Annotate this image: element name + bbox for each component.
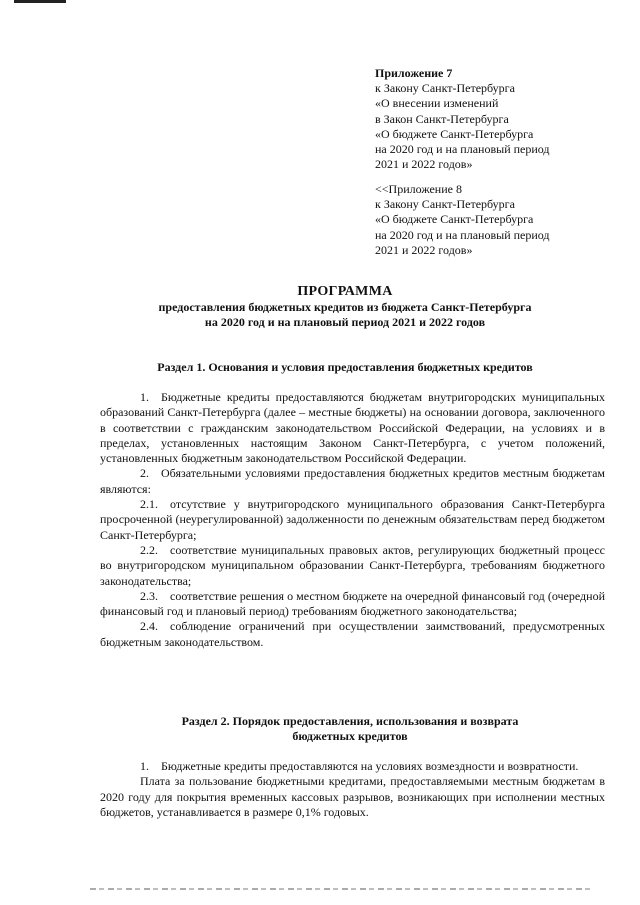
scan-mark [14, 0, 66, 3]
appendix-previous-block [375, 182, 550, 258]
section1-paragraph-2-2: 2.2. соответствие муниципальных правовых актов, регулирующих бюджетный процесс во внутригородском муниципальном образовании Санкт-Петербурга, требованиям бюджетного законодательства; [100, 542, 605, 588]
program-title: ПРОГРАММА [297, 284, 393, 299]
section1-body [100, 390, 605, 650]
section1-paragraph-2: 2. Обязательными условиями предоставления бюджетных кредитов местным бюджетам являются: [100, 466, 605, 496]
section2-heading-line: бюджетных кредитов [292, 729, 408, 743]
appendix-current-line: к Закону Санкт-Петербурга [375, 81, 515, 96]
appendix-previous-line: к Закону Санкт-Петербурга [375, 197, 515, 212]
section1-paragraph-2-3: 2.3. соответствие решения о местном бюджете на очередной финансовый год (очередной финансовый год и плановый период) требованиям бюджетного законодательства; [100, 588, 605, 619]
appendix-current-title: Приложение 7 [375, 66, 453, 80]
section2-paragraph-2: Плата за пользование бюджетными кредитами, предоставляемыми местным бюджетам в 2020 году для покрытия временных кассовых разрывов, возникающих при исполнении местных бюджетов, устанавливается в размере 0,1% годовых. [100, 774, 605, 819]
appendix-previous-title: <<Приложение 8 [375, 182, 462, 196]
section2-heading [95, 714, 605, 744]
appendix-current-line: 2021 и 2022 годов» [375, 157, 473, 172]
appendix-previous-line: 2021 и 2022 годов» [375, 242, 473, 257]
appendix-previous-line: «О бюджете Санкт-Петербурга [375, 212, 534, 227]
section1-heading: Раздел 1. Основания и условия предоставления бюджетных кредитов [157, 360, 533, 374]
appendix-current-line: в Закон Санкт-Петербурга [375, 111, 509, 126]
appendix-current-block [375, 66, 550, 172]
scan-artifact-line [90, 888, 590, 890]
section1-paragraph-1: 1. Бюджетные кредиты предоставляются бюджетам внутригородских муниципальных образований Санкт-Петербурга (далее – местные бюджеты) на основании договора, заключенного в соответствии с гражданским законодательством Российской Федерации, на условиях и в пределах, установленных настоящим Законом Санкт-Петербурга, с учетом положений, установленных бюджетным законодательством Российской Федерации. [100, 390, 605, 466]
section1-paragraph-2-4: 2.4. соблюдение ограничений при осуществлении заимствований, предусмотренных бюджетным законодательством. [100, 619, 605, 649]
appendix-previous-line: на 2020 год и на плановый период [375, 227, 550, 242]
section2-paragraph-1: 1. Бюджетные кредиты предоставляются на условиях возмездности и возвратности. [140, 759, 579, 773]
section1-paragraph-2-1: 2.1. отсутствие у внутригородского муниципального образования Санкт-Петербурга просроченной (неурегулированной) задолженности по денежным обязательствам перед бюджетом Санкт-Петербурга; [100, 497, 605, 542]
program-subtitle [90, 300, 600, 330]
appendix-current-line: «О бюджете Санкт-Петербурга [375, 126, 534, 141]
appendix-current-line: «О внесении изменений [375, 96, 499, 111]
section2-heading-line: Раздел 2. Порядок предоставления, использования и возврата [181, 714, 519, 728]
program-subtitle-line: предоставления бюджетных кредитов из бюджета Санкт-Петербурга [158, 300, 532, 314]
section2-body [100, 759, 605, 820]
program-subtitle-line: на 2020 год и на плановый период 2021 и 2022 годов [204, 315, 486, 329]
appendix-current-line: на 2020 год и на плановый период [375, 142, 550, 157]
